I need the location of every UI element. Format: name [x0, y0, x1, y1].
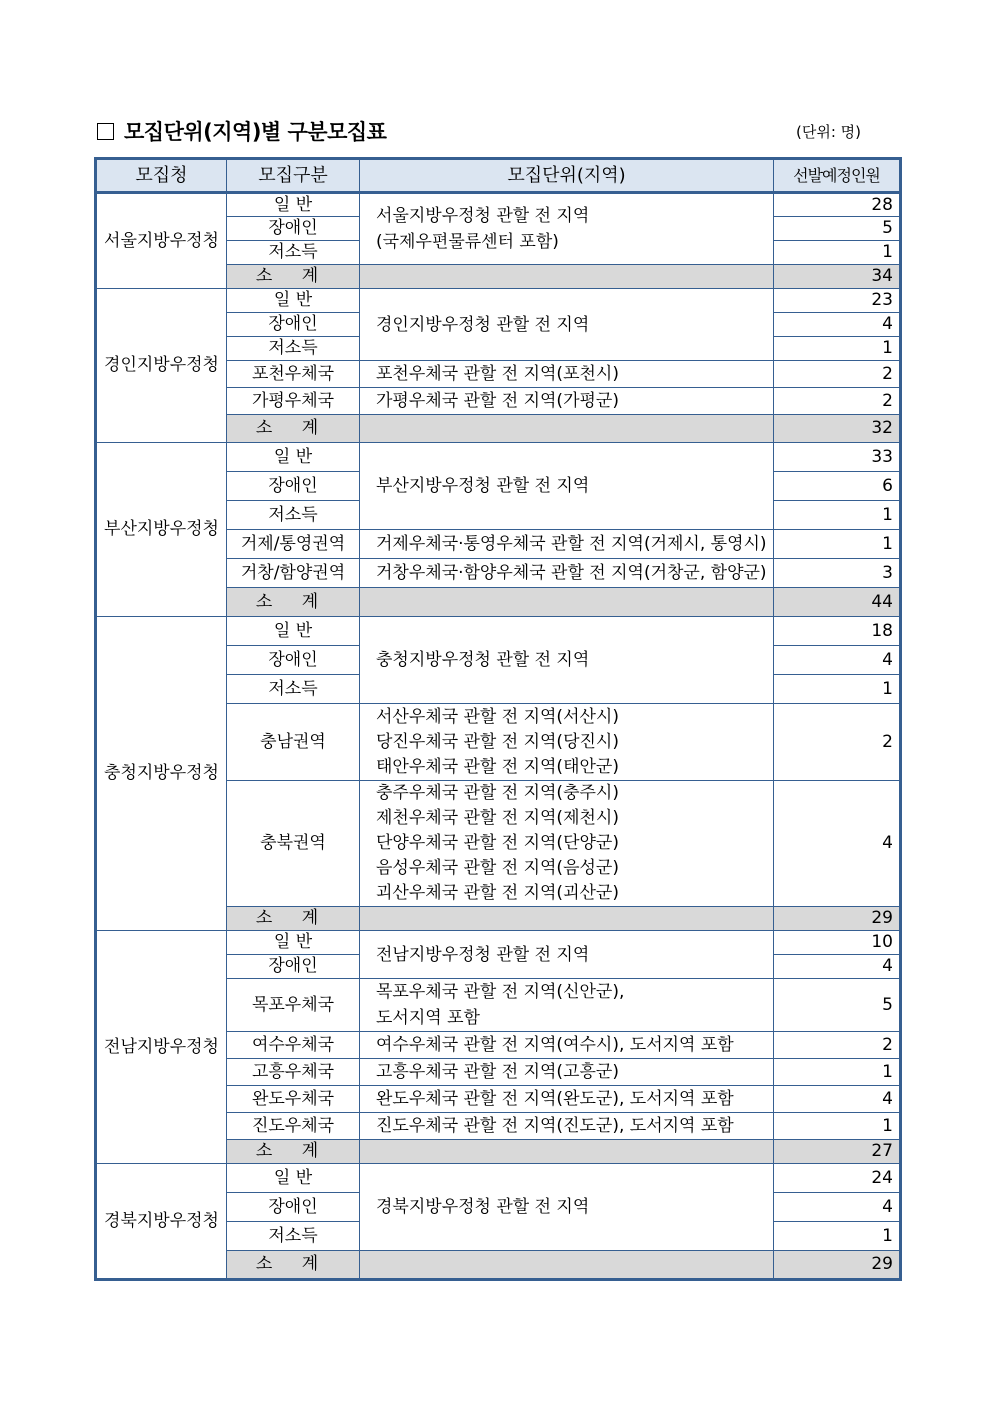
unit-note: (단위: 명) [796, 123, 861, 141]
unit-line: 충주우체국 관할 전 지역(충주시) [376, 783, 619, 803]
category-cell: 일 반 [227, 289, 360, 313]
subtotal-count: 44 [774, 588, 901, 617]
unit-line: 서울지방우정청 관할 전 지역 [376, 206, 590, 226]
subtotal-label: 소 계 [227, 588, 360, 617]
count-cell: 1 [774, 501, 901, 530]
subtotal-blank [360, 265, 774, 289]
unit-line: 경북지방우정청 관할 전 지역 [376, 1197, 590, 1217]
unit-line: 완도우체국 관할 전 지역(완도군), 도서지역 포함 [376, 1089, 734, 1109]
category-cell: 고흥우체국 [227, 1059, 360, 1086]
category-cell: 일 반 [227, 443, 360, 472]
unit-line: 서산우체국 관할 전 지역(서산시) [376, 706, 619, 727]
unit-line: 당진우체국 관할 전 지역(당진시) [376, 731, 619, 752]
unit-cell [360, 1113, 774, 1140]
unit-line: 가평우체국 관할 전 지역(가평군) [376, 391, 619, 411]
category-cell: 여수우체국 [227, 1032, 360, 1059]
checkbox-square-icon [97, 123, 114, 140]
category-cell: 장애인 [227, 472, 360, 501]
count-cell: 2 [774, 1032, 901, 1059]
unit-cell [360, 289, 774, 361]
count-cell: 2 [774, 704, 901, 781]
unit-cell [360, 979, 774, 1032]
category-cell: 장애인 [227, 313, 360, 337]
count-cell: 1 [774, 675, 901, 704]
unit-cell [360, 443, 774, 530]
count-cell: 10 [774, 931, 901, 955]
count-cell: 3 [774, 559, 901, 588]
table-body [96, 193, 901, 1280]
count-cell: 1 [774, 1222, 901, 1251]
subtotal-count: 34 [774, 265, 901, 289]
table-row [96, 193, 901, 217]
count-cell: 28 [774, 193, 901, 217]
count-cell: 4 [774, 781, 901, 907]
category-cell: 장애인 [227, 1193, 360, 1222]
category-cell: 가평우체국 [227, 388, 360, 415]
subtotal-count: 29 [774, 907, 901, 931]
count-cell: 4 [774, 1086, 901, 1113]
count-cell: 4 [774, 1193, 901, 1222]
category-cell: 거제/통영권역 [227, 530, 360, 559]
category-cell: 일 반 [227, 1164, 360, 1193]
subtotal-label: 소 계 [227, 415, 360, 443]
count-cell: 1 [774, 1113, 901, 1140]
unit-line: (국제우편물류센터 포함) [376, 232, 559, 252]
subtotal-count: 32 [774, 415, 901, 443]
subtotal-blank [360, 907, 774, 931]
unit-cell [360, 1032, 774, 1059]
count-cell: 1 [774, 1059, 901, 1086]
category-cell: 목포우체국 [227, 979, 360, 1032]
unit-line: 음성우체국 관할 전 지역(음성군) [376, 858, 619, 878]
subtotal-count: 27 [774, 1140, 901, 1164]
table-row [96, 289, 901, 313]
recruitment-table [94, 157, 902, 1281]
table-row [96, 1164, 901, 1193]
unit-cell [360, 530, 774, 559]
subtotal-blank [360, 415, 774, 443]
count-cell: 1 [774, 530, 901, 559]
category-cell: 완도우체국 [227, 1086, 360, 1113]
subtotal-label: 소 계 [227, 265, 360, 289]
table-row [96, 617, 901, 646]
unit-cell [360, 559, 774, 588]
category-cell: 일 반 [227, 931, 360, 955]
unit-cell [360, 617, 774, 704]
office-cell: 충청지방우정청 [96, 617, 227, 931]
header-category: 모집구분 [227, 159, 360, 193]
unit-cell [360, 931, 774, 979]
title-text: 모집단위(지역)별 구분모집표 [124, 120, 387, 144]
unit-line: 전남지방우정청 관할 전 지역 [376, 944, 590, 965]
count-cell: 23 [774, 289, 901, 313]
category-cell: 장애인 [227, 955, 360, 979]
office-cell: 전남지방우정청 [96, 931, 227, 1164]
count-cell: 18 [774, 617, 901, 646]
count-cell: 1 [774, 241, 901, 265]
office-cell: 서울지방우정청 [96, 193, 227, 289]
subtotal-label: 소 계 [227, 1140, 360, 1164]
category-cell: 충북권역 [227, 781, 360, 907]
unit-line: 목포우체국 관할 전 지역(신안군), [376, 982, 625, 1002]
unit-line: 포천우체국 관할 전 지역(포천시) [376, 364, 619, 384]
header-count: 선발예정인원 [774, 159, 901, 193]
subtotal-count: 29 [774, 1251, 901, 1280]
unit-line: 부산지방우정청 관할 전 지역 [376, 476, 590, 496]
category-cell: 포천우체국 [227, 361, 360, 388]
table-row [96, 443, 901, 472]
count-cell: 4 [774, 313, 901, 337]
unit-line: 도서지역 포함 [376, 1008, 480, 1028]
unit-cell [360, 704, 774, 781]
unit-cell [360, 1059, 774, 1086]
category-cell: 거창/함양권역 [227, 559, 360, 588]
unit-line: 단양우체국 관할 전 지역(단양군) [376, 833, 619, 853]
count-cell: 4 [774, 955, 901, 979]
count-cell: 33 [774, 443, 901, 472]
unit-cell [360, 193, 774, 265]
category-cell: 저소득 [227, 501, 360, 530]
subtotal-label: 소 계 [227, 1251, 360, 1280]
subtotal-blank [360, 588, 774, 617]
category-cell: 장애인 [227, 646, 360, 675]
table-row [96, 931, 901, 955]
unit-line: 여수우체국 관할 전 지역(여수시), 도서지역 포함 [376, 1035, 734, 1055]
category-cell: 진도우체국 [227, 1113, 360, 1140]
header-office: 모집청 [96, 159, 227, 193]
unit-line: 태안우체국 관할 전 지역(태안군) [376, 756, 619, 777]
subtotal-blank [360, 1140, 774, 1164]
unit-line: 제천우체국 관할 전 지역(제천시) [376, 808, 619, 828]
office-cell: 경인지방우정청 [96, 289, 227, 443]
unit-line: 괴산우체국 관할 전 지역(괴산군) [376, 883, 619, 903]
subtotal-blank [360, 1251, 774, 1280]
unit-cell [360, 361, 774, 388]
subtotal-label: 소 계 [227, 907, 360, 931]
count-cell: 2 [774, 361, 901, 388]
count-cell: 2 [774, 388, 901, 415]
unit-line: 고흥우체국 관할 전 지역(고흥군) [376, 1062, 619, 1082]
unit-cell [360, 781, 774, 907]
unit-line: 진도우체국 관할 전 지역(진도군), 도서지역 포함 [376, 1116, 734, 1136]
category-cell: 저소득 [227, 241, 360, 265]
count-cell: 24 [774, 1164, 901, 1193]
unit-line: 거제우체국·통영우체국 관할 전 지역(거제시, 통영시) [376, 534, 767, 554]
office-cell: 부산지방우정청 [96, 443, 227, 617]
category-cell: 충남권역 [227, 704, 360, 781]
header-unit: 모집단위(지역) [360, 159, 774, 193]
category-cell: 장애인 [227, 217, 360, 241]
unit-line: 경인지방우정청 관할 전 지역 [376, 314, 590, 335]
count-cell: 5 [774, 217, 901, 241]
count-cell: 4 [774, 646, 901, 675]
unit-line: 거창우체국·함양우체국 관할 전 지역(거창군, 함양군) [376, 563, 767, 583]
count-cell: 5 [774, 979, 901, 1032]
header-row [96, 159, 901, 193]
count-cell: 6 [774, 472, 901, 501]
unit-line: 충청지방우정청 관할 전 지역 [376, 650, 590, 670]
unit-cell [360, 388, 774, 415]
page-title [97, 116, 386, 146]
office-cell: 경북지방우정청 [96, 1164, 227, 1280]
unit-cell [360, 1086, 774, 1113]
category-cell: 일 반 [227, 193, 360, 217]
category-cell: 저소득 [227, 1222, 360, 1251]
category-cell: 저소득 [227, 675, 360, 704]
unit-cell [360, 1164, 774, 1251]
count-cell: 1 [774, 337, 901, 361]
category-cell: 저소득 [227, 337, 360, 361]
category-cell: 일 반 [227, 617, 360, 646]
